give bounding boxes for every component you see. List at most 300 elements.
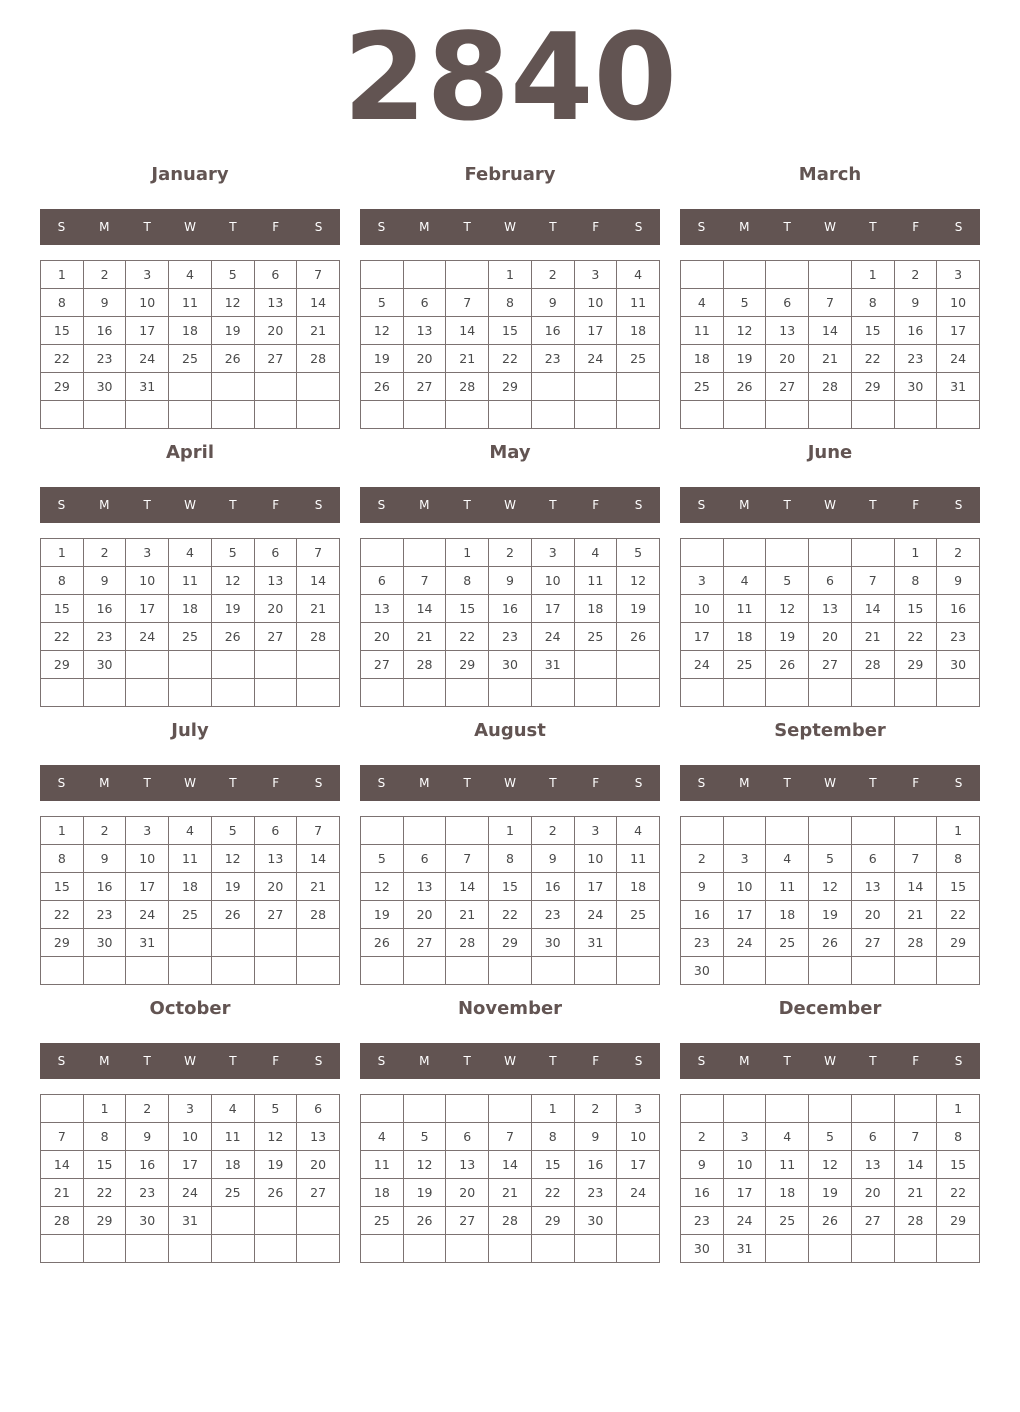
weekday-label: T bbox=[463, 1054, 471, 1068]
day-cell: 16 bbox=[83, 873, 126, 901]
day-cell: 13 bbox=[403, 873, 446, 901]
day-cell: 31 bbox=[723, 1235, 766, 1263]
day-cell: 20 bbox=[297, 1151, 340, 1179]
day-cell: 29 bbox=[531, 1207, 574, 1235]
day-cell: 2 bbox=[531, 261, 574, 289]
day-cell: 2 bbox=[937, 539, 980, 567]
day-cell bbox=[446, 261, 489, 289]
day-cell bbox=[489, 1095, 532, 1123]
day-cell: 19 bbox=[361, 345, 404, 373]
day-cell: 6 bbox=[254, 539, 297, 567]
day-cell: 17 bbox=[574, 873, 617, 901]
week-row bbox=[41, 651, 340, 679]
day-cell: 6 bbox=[403, 289, 446, 317]
weekday-label: M bbox=[419, 498, 430, 512]
day-cell: 24 bbox=[531, 623, 574, 651]
day-cell: 26 bbox=[617, 623, 660, 651]
week-row bbox=[361, 345, 660, 373]
day-cell: 29 bbox=[41, 651, 84, 679]
day-cell: 27 bbox=[851, 929, 894, 957]
day-cell bbox=[809, 1235, 852, 1263]
day-cell: 15 bbox=[41, 595, 84, 623]
day-cell: 31 bbox=[126, 929, 169, 957]
day-cell: 26 bbox=[211, 901, 254, 929]
day-cell bbox=[41, 1235, 84, 1263]
weekday-label: M bbox=[99, 776, 110, 790]
day-cell: 28 bbox=[297, 901, 340, 929]
weekday-label: S bbox=[57, 776, 66, 790]
day-cell bbox=[617, 651, 660, 679]
day-cell: 30 bbox=[894, 373, 937, 401]
day-cell: 19 bbox=[809, 1179, 852, 1207]
day-cell bbox=[126, 401, 169, 429]
day-cell: 25 bbox=[681, 373, 724, 401]
day-cell: 25 bbox=[169, 623, 212, 651]
day-cell: 23 bbox=[894, 345, 937, 373]
week-row bbox=[681, 317, 980, 345]
week-row bbox=[681, 401, 980, 429]
day-cell bbox=[851, 1235, 894, 1263]
day-cell: 6 bbox=[446, 1123, 489, 1151]
day-cell: 23 bbox=[681, 929, 724, 957]
day-cell: 3 bbox=[574, 817, 617, 845]
day-cell: 30 bbox=[681, 1235, 724, 1263]
day-cell: 31 bbox=[126, 373, 169, 401]
day-cell bbox=[211, 929, 254, 957]
day-cell: 20 bbox=[809, 623, 852, 651]
day-cell bbox=[574, 957, 617, 985]
day-cell bbox=[681, 539, 724, 567]
weekday-label: T bbox=[229, 776, 237, 790]
day-cell: 4 bbox=[169, 539, 212, 567]
day-cell: 22 bbox=[894, 623, 937, 651]
day-cell bbox=[211, 373, 254, 401]
day-cell: 7 bbox=[894, 1123, 937, 1151]
day-cell bbox=[937, 679, 980, 707]
weekday-header bbox=[360, 209, 660, 245]
week-row bbox=[681, 1095, 980, 1123]
day-cell: 18 bbox=[169, 317, 212, 345]
day-grid bbox=[360, 816, 660, 985]
week-row bbox=[41, 1207, 340, 1235]
day-cell: 27 bbox=[361, 651, 404, 679]
day-cell: 3 bbox=[723, 845, 766, 873]
day-cell bbox=[851, 539, 894, 567]
day-cell: 20 bbox=[254, 317, 297, 345]
day-cell: 24 bbox=[126, 623, 169, 651]
week-row bbox=[361, 1235, 660, 1263]
day-cell bbox=[766, 1095, 809, 1123]
day-cell bbox=[766, 957, 809, 985]
day-cell bbox=[126, 679, 169, 707]
day-cell: 14 bbox=[894, 873, 937, 901]
day-cell bbox=[361, 957, 404, 985]
day-cell bbox=[489, 679, 532, 707]
day-cell: 17 bbox=[617, 1151, 660, 1179]
day-cell: 11 bbox=[169, 845, 212, 873]
day-cell: 22 bbox=[446, 623, 489, 651]
week-row bbox=[681, 1123, 980, 1151]
day-cell: 16 bbox=[126, 1151, 169, 1179]
day-cell: 16 bbox=[894, 317, 937, 345]
day-cell: 23 bbox=[489, 623, 532, 651]
day-cell: 6 bbox=[361, 567, 404, 595]
day-cell: 27 bbox=[297, 1179, 340, 1207]
day-cell: 3 bbox=[937, 261, 980, 289]
day-cell bbox=[41, 957, 84, 985]
day-cell: 14 bbox=[446, 317, 489, 345]
day-cell: 6 bbox=[254, 817, 297, 845]
weekday-label: T bbox=[869, 1054, 877, 1068]
day-cell bbox=[254, 651, 297, 679]
weekday-label: S bbox=[954, 1054, 963, 1068]
day-cell: 3 bbox=[126, 261, 169, 289]
day-cell: 18 bbox=[361, 1179, 404, 1207]
day-grid bbox=[360, 1094, 660, 1263]
day-cell: 30 bbox=[937, 651, 980, 679]
day-cell: 26 bbox=[403, 1207, 446, 1235]
day-cell: 5 bbox=[766, 567, 809, 595]
day-cell: 9 bbox=[681, 873, 724, 901]
day-cell: 25 bbox=[766, 1207, 809, 1235]
weekday-label: W bbox=[504, 1054, 516, 1068]
week-row bbox=[41, 373, 340, 401]
day-cell: 8 bbox=[937, 845, 980, 873]
day-cell: 4 bbox=[617, 261, 660, 289]
week-row bbox=[361, 873, 660, 901]
day-cell: 29 bbox=[894, 651, 937, 679]
week-row bbox=[681, 957, 980, 985]
day-cell: 5 bbox=[254, 1095, 297, 1123]
day-cell: 18 bbox=[723, 623, 766, 651]
day-cell: 11 bbox=[723, 595, 766, 623]
day-cell: 17 bbox=[126, 595, 169, 623]
day-cell bbox=[809, 957, 852, 985]
day-cell: 14 bbox=[297, 289, 340, 317]
weekday-header bbox=[360, 487, 660, 523]
day-cell bbox=[169, 401, 212, 429]
day-cell: 11 bbox=[574, 567, 617, 595]
day-cell: 19 bbox=[766, 623, 809, 651]
day-cell bbox=[297, 929, 340, 957]
day-cell bbox=[403, 539, 446, 567]
day-cell: 28 bbox=[446, 373, 489, 401]
weekday-label: M bbox=[419, 1054, 430, 1068]
day-cell: 27 bbox=[403, 373, 446, 401]
day-cell: 5 bbox=[809, 1123, 852, 1151]
month-name: February bbox=[464, 164, 556, 185]
day-cell: 30 bbox=[489, 651, 532, 679]
day-cell: 11 bbox=[169, 567, 212, 595]
day-cell: 13 bbox=[446, 1151, 489, 1179]
weekday-label: S bbox=[377, 776, 386, 790]
week-row bbox=[681, 651, 980, 679]
day-cell: 28 bbox=[403, 651, 446, 679]
day-cell bbox=[254, 1235, 297, 1263]
day-cell: 9 bbox=[894, 289, 937, 317]
day-cell: 1 bbox=[489, 817, 532, 845]
weekday-label: W bbox=[184, 498, 196, 512]
day-cell: 6 bbox=[403, 845, 446, 873]
day-cell: 23 bbox=[83, 901, 126, 929]
week-row bbox=[681, 873, 980, 901]
week-row bbox=[41, 817, 340, 845]
day-cell bbox=[211, 401, 254, 429]
year-title: 2840 bbox=[343, 9, 677, 148]
day-cell bbox=[361, 817, 404, 845]
day-cell: 17 bbox=[169, 1151, 212, 1179]
day-cell: 31 bbox=[937, 373, 980, 401]
day-cell: 15 bbox=[41, 317, 84, 345]
day-cell bbox=[403, 401, 446, 429]
day-cell: 30 bbox=[681, 957, 724, 985]
day-cell bbox=[723, 957, 766, 985]
week-row bbox=[361, 261, 660, 289]
day-cell: 27 bbox=[851, 1207, 894, 1235]
day-cell bbox=[809, 261, 852, 289]
day-cell bbox=[809, 401, 852, 429]
day-cell bbox=[361, 1095, 404, 1123]
weekday-label: S bbox=[697, 220, 706, 234]
week-row bbox=[681, 539, 980, 567]
day-grid bbox=[360, 538, 660, 707]
day-cell: 10 bbox=[617, 1123, 660, 1151]
weekday-label: S bbox=[57, 1054, 66, 1068]
day-cell: 29 bbox=[83, 1207, 126, 1235]
day-cell: 2 bbox=[83, 539, 126, 567]
weekday-label: M bbox=[739, 498, 750, 512]
day-cell: 21 bbox=[297, 317, 340, 345]
weekday-label: F bbox=[912, 776, 920, 790]
month-name: March bbox=[798, 164, 862, 185]
day-cell bbox=[211, 1207, 254, 1235]
day-cell: 31 bbox=[574, 929, 617, 957]
day-cell: 11 bbox=[766, 1151, 809, 1179]
weekday-label: F bbox=[272, 1054, 280, 1068]
day-cell: 12 bbox=[254, 1123, 297, 1151]
day-cell bbox=[617, 1207, 660, 1235]
day-cell: 2 bbox=[894, 261, 937, 289]
day-cell: 13 bbox=[254, 845, 297, 873]
day-cell: 13 bbox=[403, 317, 446, 345]
week-row bbox=[41, 873, 340, 901]
day-cell bbox=[489, 401, 532, 429]
weekday-label: T bbox=[229, 1054, 237, 1068]
day-cell: 26 bbox=[766, 651, 809, 679]
day-cell: 16 bbox=[489, 595, 532, 623]
week-row bbox=[361, 539, 660, 567]
week-row bbox=[41, 1179, 340, 1207]
day-cell: 28 bbox=[297, 623, 340, 651]
day-cell: 25 bbox=[617, 345, 660, 373]
day-cell: 31 bbox=[169, 1207, 212, 1235]
day-cell bbox=[851, 957, 894, 985]
day-cell bbox=[937, 957, 980, 985]
day-cell bbox=[723, 679, 766, 707]
day-cell bbox=[254, 1207, 297, 1235]
day-cell: 13 bbox=[254, 567, 297, 595]
weekday-label: S bbox=[377, 1054, 386, 1068]
day-cell: 7 bbox=[297, 261, 340, 289]
day-cell: 22 bbox=[41, 901, 84, 929]
weekday-label: S bbox=[634, 498, 643, 512]
day-cell bbox=[574, 679, 617, 707]
day-cell: 9 bbox=[531, 289, 574, 317]
day-cell: 3 bbox=[617, 1095, 660, 1123]
day-cell bbox=[211, 957, 254, 985]
weekday-label: S bbox=[697, 776, 706, 790]
weekday-label: F bbox=[272, 220, 280, 234]
day-cell: 18 bbox=[617, 873, 660, 901]
week-row bbox=[361, 317, 660, 345]
day-cell: 20 bbox=[361, 623, 404, 651]
month-name: December bbox=[778, 998, 882, 1019]
day-cell: 6 bbox=[254, 261, 297, 289]
day-cell bbox=[169, 373, 212, 401]
day-cell bbox=[617, 957, 660, 985]
day-cell: 1 bbox=[41, 539, 84, 567]
day-cell: 15 bbox=[937, 1151, 980, 1179]
day-cell bbox=[211, 679, 254, 707]
day-cell: 11 bbox=[681, 317, 724, 345]
day-cell: 18 bbox=[211, 1151, 254, 1179]
day-cell: 25 bbox=[766, 929, 809, 957]
day-cell: 3 bbox=[126, 539, 169, 567]
week-row bbox=[361, 957, 660, 985]
week-row bbox=[361, 901, 660, 929]
day-cell: 5 bbox=[361, 289, 404, 317]
day-cell bbox=[403, 679, 446, 707]
week-row bbox=[361, 401, 660, 429]
day-cell: 13 bbox=[766, 317, 809, 345]
month-name: November bbox=[457, 998, 563, 1019]
day-cell bbox=[894, 1095, 937, 1123]
week-row bbox=[361, 373, 660, 401]
day-cell: 1 bbox=[937, 817, 980, 845]
day-cell: 3 bbox=[574, 261, 617, 289]
day-cell: 18 bbox=[681, 345, 724, 373]
day-cell: 30 bbox=[531, 929, 574, 957]
day-cell bbox=[83, 679, 126, 707]
day-cell: 12 bbox=[211, 845, 254, 873]
weekday-label: T bbox=[463, 776, 471, 790]
day-cell: 17 bbox=[723, 1179, 766, 1207]
day-cell bbox=[361, 539, 404, 567]
week-row bbox=[41, 595, 340, 623]
day-cell: 26 bbox=[809, 1207, 852, 1235]
day-cell: 28 bbox=[446, 929, 489, 957]
day-cell: 10 bbox=[937, 289, 980, 317]
day-cell: 20 bbox=[403, 901, 446, 929]
day-cell: 16 bbox=[574, 1151, 617, 1179]
day-cell: 21 bbox=[489, 1179, 532, 1207]
day-cell: 24 bbox=[169, 1179, 212, 1207]
day-cell bbox=[254, 957, 297, 985]
weekday-label: M bbox=[99, 220, 110, 234]
day-cell: 12 bbox=[403, 1151, 446, 1179]
day-cell: 10 bbox=[723, 873, 766, 901]
day-cell bbox=[531, 1235, 574, 1263]
weekday-label: S bbox=[314, 776, 323, 790]
day-cell: 21 bbox=[851, 623, 894, 651]
day-cell: 6 bbox=[851, 1123, 894, 1151]
day-cell: 2 bbox=[489, 539, 532, 567]
day-cell bbox=[254, 373, 297, 401]
day-cell bbox=[83, 957, 126, 985]
weekday-label: S bbox=[57, 498, 66, 512]
day-cell: 10 bbox=[574, 845, 617, 873]
weekday-label: T bbox=[143, 220, 151, 234]
day-cell: 3 bbox=[169, 1095, 212, 1123]
day-grid bbox=[40, 1094, 340, 1263]
weekday-label: F bbox=[592, 776, 600, 790]
day-cell bbox=[894, 401, 937, 429]
day-cell: 23 bbox=[531, 345, 574, 373]
day-cell: 20 bbox=[254, 595, 297, 623]
day-cell: 3 bbox=[681, 567, 724, 595]
day-cell: 30 bbox=[126, 1207, 169, 1235]
weekday-header bbox=[680, 1043, 980, 1079]
day-cell bbox=[723, 1095, 766, 1123]
day-cell bbox=[681, 817, 724, 845]
day-cell bbox=[851, 817, 894, 845]
week-row bbox=[41, 929, 340, 957]
weekday-header bbox=[40, 209, 340, 245]
day-cell: 9 bbox=[574, 1123, 617, 1151]
weekday-label: W bbox=[184, 220, 196, 234]
day-cell: 2 bbox=[681, 1123, 724, 1151]
day-cell: 11 bbox=[617, 289, 660, 317]
day-cell: 12 bbox=[723, 317, 766, 345]
day-cell: 22 bbox=[41, 623, 84, 651]
day-cell bbox=[297, 957, 340, 985]
day-cell: 8 bbox=[41, 567, 84, 595]
day-cell: 16 bbox=[681, 901, 724, 929]
day-cell bbox=[297, 1207, 340, 1235]
weekday-label: F bbox=[592, 498, 600, 512]
day-cell: 30 bbox=[83, 373, 126, 401]
day-cell bbox=[937, 1235, 980, 1263]
day-cell: 13 bbox=[361, 595, 404, 623]
week-row bbox=[41, 345, 340, 373]
day-cell: 20 bbox=[254, 873, 297, 901]
day-grid bbox=[40, 260, 340, 429]
day-cell: 17 bbox=[531, 595, 574, 623]
week-row bbox=[681, 567, 980, 595]
week-row bbox=[361, 1095, 660, 1123]
day-cell bbox=[766, 679, 809, 707]
day-cell: 4 bbox=[681, 289, 724, 317]
weekday-label: M bbox=[739, 1054, 750, 1068]
month-name: July bbox=[171, 720, 209, 741]
week-row bbox=[41, 317, 340, 345]
day-cell: 5 bbox=[403, 1123, 446, 1151]
day-cell: 22 bbox=[489, 901, 532, 929]
day-grid bbox=[360, 260, 660, 429]
weekday-label: T bbox=[229, 220, 237, 234]
day-cell bbox=[297, 401, 340, 429]
day-cell: 26 bbox=[361, 373, 404, 401]
month-name: May bbox=[489, 442, 531, 463]
weekday-header bbox=[680, 765, 980, 801]
day-cell bbox=[766, 1235, 809, 1263]
week-row bbox=[361, 595, 660, 623]
day-cell: 12 bbox=[211, 567, 254, 595]
day-cell: 11 bbox=[617, 845, 660, 873]
day-cell: 22 bbox=[531, 1179, 574, 1207]
weekday-label: T bbox=[549, 220, 557, 234]
week-row bbox=[681, 595, 980, 623]
